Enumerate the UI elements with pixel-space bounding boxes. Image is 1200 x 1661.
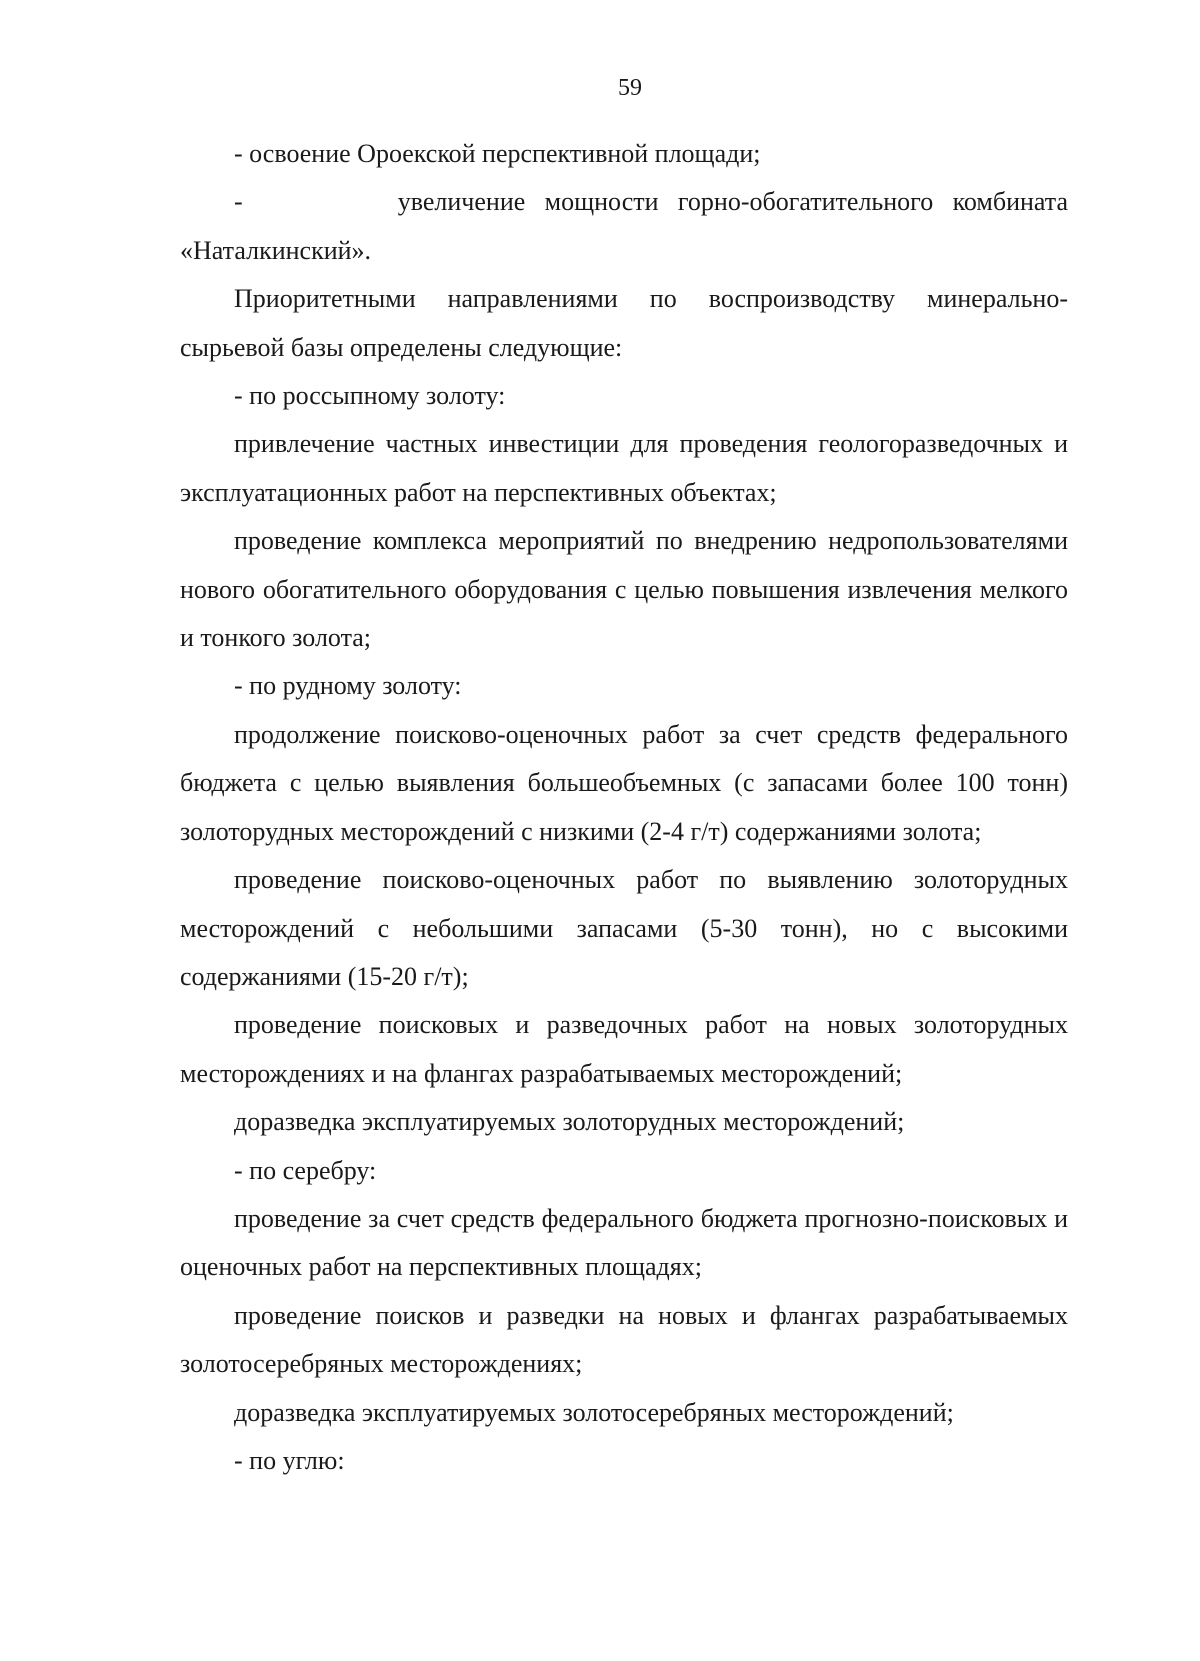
list-item-natalka: - увеличение мощности горно-обогатительного комбината «Наталкинский».: [180, 187, 1068, 265]
section-silver: - по серебру:: [234, 1155, 377, 1185]
section-coal: - по углю:: [234, 1445, 345, 1475]
paragraph-gold-exploration: доразведка эксплуатируемых золоторудных месторождений;: [234, 1107, 905, 1137]
paragraph-equipment: проведение комплекса мероприятий по внедрению недропользователями нового обогатительного оборудования с целью повышения извлечения мелкого и тонкого золота;: [180, 526, 1068, 653]
document-body: [180, 130, 1068, 1485]
paragraph-private-investment: привлечение частных инвестиции для проведения геологоразведочных и эксплуатационных работ на перспективных объектах;: [180, 429, 1068, 507]
page-number: 59: [618, 75, 642, 101]
paragraph-new-deposits: проведение поисковых и разведочных работ на новых золоторудных месторождениях и на флангах разрабатываемых месторождений;: [180, 1010, 1068, 1088]
paragraph-silver-search: проведение поисков и разведки на новых и флангах разрабатываемых золотосеребряных месторождениях;: [180, 1300, 1068, 1379]
list-item-oroek: - освоение Ороекской перспективной площади;: [234, 139, 761, 168]
paragraph-federal-budget: проведение за счет средств федерального бюджета прогнозно-поисковых и оценочных работ на перспективных площадях;: [180, 1203, 1068, 1282]
paragraph-small-reserves: проведение поисково-оценочных работ по выявлению золоторудных месторождений с небольшими запасами (5-30 тонн), но с высокими содержаниями (15-20 г/т);: [180, 865, 1068, 991]
paragraph-large-volume: продолжение поисково-оценочных работ за счет средств федерального бюджета с целью выявления большеобъемных (с запасами более 100 тонн) золоторудных месторождений с низкими (2-4 г/т) содержаниями золота;: [180, 719, 1068, 846]
section-ore-gold: - по рудному золоту:: [234, 671, 462, 701]
section-placer-gold: - по россыпному золоту:: [234, 381, 506, 411]
paragraph-silver-exploration: доразведка эксплуатируемых золотосеребряных месторождений;: [234, 1397, 954, 1427]
paragraph-priorities: Приоритетными направлениями по воспроизводству минерально-сырьевой базы определены следующие:: [180, 284, 1068, 362]
